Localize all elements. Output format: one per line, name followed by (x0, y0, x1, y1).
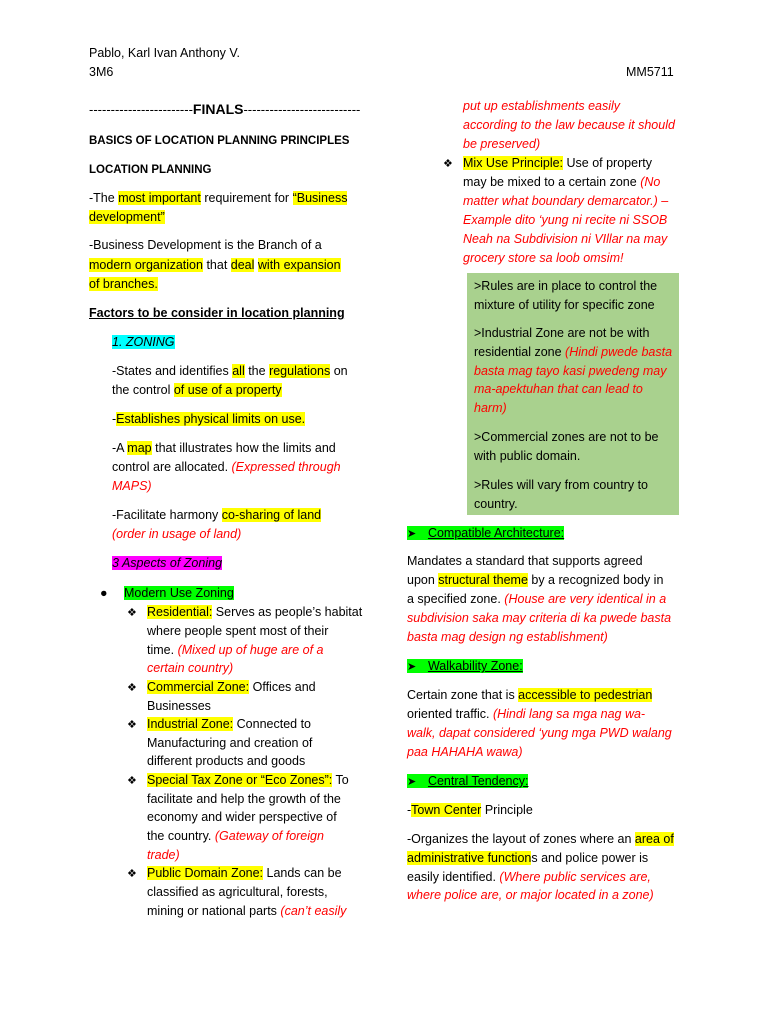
zoning-p1-2 (112, 381, 282, 400)
highlight: 3 Aspects of Zoning (112, 556, 223, 570)
highlight: with expansion (257, 258, 341, 272)
text: control are allocated. (112, 460, 232, 474)
text: the control (112, 383, 174, 397)
highlight: all (232, 364, 245, 378)
zoning-p3 (112, 439, 336, 458)
text: oriented traffic. (407, 707, 493, 721)
highlight: most important (118, 191, 201, 205)
text: s and police power is (531, 851, 649, 865)
highlight: Town Center (411, 803, 482, 817)
text: on (330, 364, 348, 378)
text: may be mixed to a certain zone (463, 175, 641, 189)
public-domain-cont-1: put up establishments easily (463, 99, 621, 113)
text: -Business Development is the Branch of a (89, 238, 322, 252)
tax-zone-3: economy and wider perspective of (147, 810, 337, 824)
text: -The (89, 191, 119, 205)
note: (Hindi pwede basta (565, 345, 673, 359)
box-rule-2-5: harm) (474, 401, 507, 415)
para-business-dev (89, 236, 322, 255)
box-rule-4: >Rules will vary from country to (474, 478, 649, 492)
text: that illustrates how the limits and (151, 441, 336, 455)
industrial-2: Manufacturing and creation of (147, 736, 313, 750)
finals-title-text: ------------------------FINALS--------------------------- (89, 101, 361, 117)
box-rule-1: >Rules are in place to control the (474, 279, 658, 293)
bullet-icon: ● (100, 586, 108, 600)
public-domain-cont-2: according to the law because it should (463, 118, 675, 132)
mix-use-5: Neah na Subdivision ni VIllar na may (463, 232, 668, 246)
zoning-p3-2 (112, 458, 341, 477)
note: (Gateway of foreign (214, 829, 324, 843)
text: Serves as people’s habitat (212, 605, 363, 619)
text: a specified zone. (407, 592, 505, 606)
text: -Organizes the layout of zones where an (407, 832, 635, 846)
highlight: of branches. (89, 277, 158, 291)
box-rule-4-2: country. (474, 497, 518, 511)
walk-p4: paa HAHAHA wawa) (407, 745, 523, 759)
box-rule-2: >Industrial Zone are not be with (474, 326, 650, 340)
commercial-2: Businesses (147, 699, 211, 713)
course-code: MM5711 (626, 65, 674, 79)
text: that (202, 258, 231, 272)
factors-heading: Factors to be consider in location planning (89, 306, 345, 320)
org-p2 (407, 849, 648, 868)
text: -Facilitate harmony (112, 508, 222, 522)
highlight: administrative function (407, 851, 532, 865)
highlight: Mix Use Principle: (463, 156, 564, 170)
highlight: Public Domain Zone: (147, 866, 264, 880)
aspects-heading (112, 554, 222, 573)
heading-basics: BASICS OF LOCATION PLANNING PRINCIPLES (89, 135, 350, 147)
walk-p2 (407, 705, 645, 724)
highlight (407, 659, 523, 673)
highlight: Commercial Zone: (147, 680, 250, 694)
text: residential zone (474, 345, 566, 359)
highlight: Special Tax Zone or “Eco Zones”: (147, 773, 333, 787)
text: -A (112, 441, 128, 455)
compatible-architecture-heading (407, 524, 564, 544)
note: trade) (147, 848, 180, 862)
org-p1 (407, 830, 674, 849)
note: (House are very identical in a (504, 592, 667, 606)
text: upon (407, 573, 439, 587)
highlight: co-sharing of land (221, 508, 322, 522)
box-rule-2-2 (474, 343, 672, 362)
mix-use-3: matter what boundary demarcator.) – (463, 194, 669, 208)
note: (Where public services are, (499, 870, 651, 884)
text: Use of property (563, 156, 652, 170)
highlight: development” (89, 210, 165, 224)
walkability-heading (407, 657, 523, 677)
highlight: structural theme (438, 573, 528, 587)
diamond-bullet-icon: ❖ (127, 868, 137, 880)
note: certain country) (147, 661, 234, 675)
text: mining or national parts (147, 904, 281, 918)
mix-use-6: grocery store sa loob omsim! (463, 251, 624, 265)
highlight: Establishes physical limits on use. (116, 412, 306, 426)
note: (can’t easily (280, 904, 347, 918)
highlight: “Business (292, 191, 348, 205)
highlight: map (127, 441, 152, 455)
public-domain-item (127, 864, 342, 884)
heading-text: Central Tendency: (427, 774, 529, 788)
note: MAPS) (112, 479, 152, 493)
modern-use-bullet (100, 584, 234, 603)
text: time. (147, 643, 178, 657)
industrial-3: different products and goods (147, 754, 306, 768)
residential-3 (147, 641, 324, 660)
tax-zone-2: facilitate and help the growth of the (147, 792, 341, 806)
zoning-p2 (112, 410, 305, 429)
walk-p1 (407, 686, 652, 705)
text: -States and identifies (112, 364, 233, 378)
finals-word: FINALS (192, 101, 244, 117)
tax-zone-5 (147, 846, 180, 865)
diamond-bullet-icon: ❖ (127, 682, 137, 694)
text: To (332, 773, 349, 787)
compat-p4: subdivision saka may criteria di ka pwede basta (407, 611, 672, 625)
text: Lands can be (263, 866, 342, 880)
residential-4 (147, 659, 233, 678)
compat-p1: Mandates a standard that supports agreed (407, 554, 643, 568)
para-business-dev-3 (89, 275, 158, 294)
zoning-p1 (112, 362, 348, 381)
heading-text: Walkability Zone: (427, 659, 523, 673)
diamond-bullet-icon: ❖ (127, 607, 137, 619)
diamond-bullet-icon: ❖ (127, 775, 137, 787)
para-business-req (89, 189, 347, 208)
highlight (407, 526, 564, 540)
note: (Hindi lang sa mga nag wa- (492, 707, 646, 721)
arrow-bullet-icon: ➤ (407, 528, 417, 540)
mix-use-4: Example dito ‘yung ni recite ni SSOB (463, 213, 668, 227)
org-p4: where police are, or major located in a zone) (407, 888, 654, 902)
zoning-p4-2 (112, 525, 241, 544)
section-code: 3M6 (89, 65, 114, 79)
zoning-p3-3 (112, 477, 152, 496)
public-domain-3 (147, 902, 346, 921)
mix-use-item (443, 154, 652, 174)
note: (Expressed through (231, 460, 341, 474)
box-rule-3-2: with public domain. (474, 449, 581, 463)
org-p3 (407, 868, 651, 887)
compat-p5: basta mag design ng establishment) (407, 630, 608, 644)
zoning-p4 (112, 506, 321, 525)
text: Principle (481, 803, 533, 817)
highlight: 1. ZONING (112, 335, 175, 349)
author-name: Pablo, Karl Ivan Anthony V. (89, 46, 241, 60)
residential-2: where people spent most of their (147, 624, 329, 638)
note: (Mixed up of huge are of a (177, 643, 324, 657)
tax-zone-item (127, 771, 349, 791)
highlight: of use of a property (173, 383, 282, 397)
central-tendency-heading (407, 772, 528, 792)
box-rule-3: >Commercial zones are not to be (474, 430, 659, 444)
box-rule-2-4: ma-apektuhan that can lead to (474, 382, 643, 396)
diamond-bullet-icon: ❖ (127, 719, 137, 731)
highlight: Industrial Zone: (147, 717, 234, 731)
text: easily identified. (407, 870, 500, 884)
para-business-dev-2 (89, 256, 341, 275)
industrial-item (127, 715, 311, 735)
highlight: Residential: (147, 605, 213, 619)
para-business-req-2 (89, 208, 165, 227)
arrow-bullet-icon: ➤ (407, 776, 417, 788)
tax-zone-4 (147, 827, 324, 846)
residential-item (127, 603, 362, 623)
zoning-heading (112, 333, 175, 352)
town-center-line (407, 801, 533, 820)
text: requirement for (200, 191, 293, 205)
compat-p2 (407, 571, 663, 590)
box-rule-1-2: mixture of utility for specific zone (474, 298, 655, 312)
finals-title (89, 100, 360, 119)
commercial-item (127, 678, 316, 698)
public-domain-2: classified as agricultural, forests, (147, 885, 328, 899)
highlight: area of (634, 832, 674, 846)
highlight: modern organization (89, 258, 203, 272)
box-rule-2-3: basta mag tayo kasi pwedeng may (474, 364, 667, 378)
text: Certain zone that is (407, 688, 519, 702)
heading-text: Compatible Architecture: (427, 526, 565, 540)
arrow-bullet-icon: ➤ (407, 661, 417, 673)
text: - (112, 412, 117, 426)
text: the country. (147, 829, 215, 843)
highlight: regulations (269, 364, 331, 378)
heading-location-planning: LOCATION PLANNING (89, 164, 212, 176)
compat-p3 (407, 590, 666, 609)
text: by a recognized body in (527, 573, 664, 587)
note: (No (640, 175, 661, 189)
note: (order in usage of land) (112, 527, 242, 541)
highlight: accessible to pedestrian (518, 688, 653, 702)
highlight: Modern Use Zoning (124, 586, 234, 600)
walk-p3: walk, dapat considered ‘yung mga PWD walang (407, 726, 672, 740)
highlight: deal (230, 258, 255, 272)
highlight (407, 774, 528, 788)
text: Connected to (233, 717, 312, 731)
diamond-bullet-icon: ❖ (443, 158, 453, 170)
text: the (244, 364, 270, 378)
mix-use-2 (463, 173, 660, 192)
public-domain-cont-3: be preserved) (463, 137, 541, 151)
text: - (407, 803, 412, 817)
text: Offices and (249, 680, 316, 694)
